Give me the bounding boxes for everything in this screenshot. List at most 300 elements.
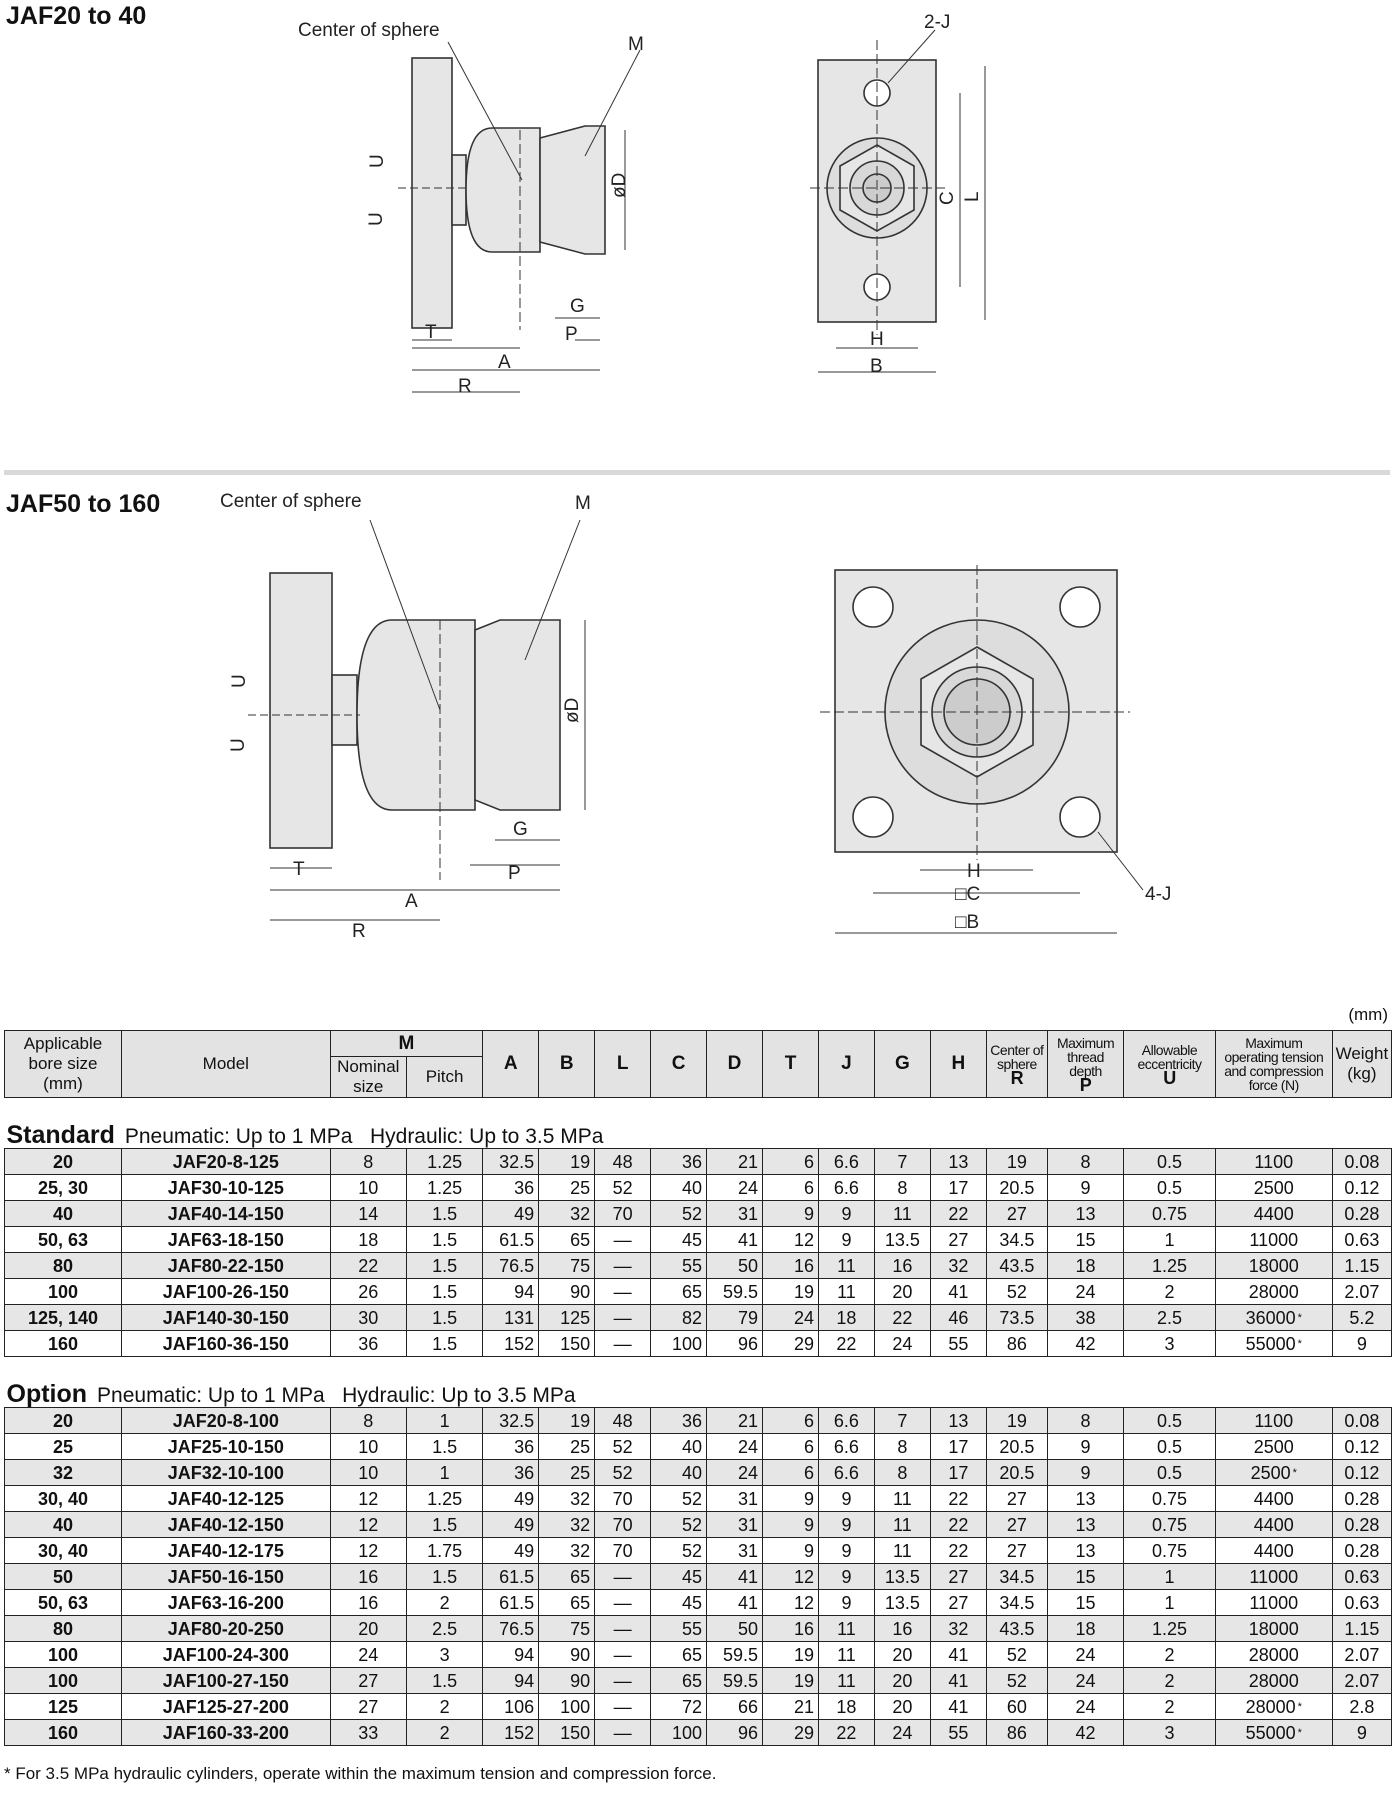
table-cell: 52 (651, 1486, 707, 1512)
model-cell: JAF30-10-125 (122, 1175, 331, 1201)
label-center-of-sphere-1: Center of sphere (298, 20, 440, 41)
table-cell: 19 (986, 1408, 1047, 1434)
group-name: Option (6, 1380, 88, 1408)
label-M-2: M (575, 493, 591, 514)
hex-nut-2 (475, 620, 560, 810)
table-cell: 48 (595, 1149, 651, 1175)
th-H: H (930, 1031, 986, 1098)
label-H-2: H (967, 861, 981, 882)
sphere-body (466, 128, 540, 252)
table-cell: 13 (1047, 1512, 1123, 1538)
th-pitch: Pitch (406, 1057, 482, 1098)
th-J: J (818, 1031, 874, 1098)
label-A-2: A (405, 891, 418, 912)
table-cell: 22 (930, 1538, 986, 1564)
table-cell: 18 (818, 1305, 874, 1331)
model-cell: JAF80-22-150 (122, 1253, 331, 1279)
table-cell: 27 (986, 1512, 1047, 1538)
table-cell: 0.75 (1124, 1512, 1216, 1538)
table-cell: 29 (763, 1720, 819, 1746)
table-cell: 6.6 (818, 1460, 874, 1486)
th-D: D (707, 1031, 763, 1098)
bore-cell: 40 (5, 1201, 122, 1227)
table-cell: 0.75 (1124, 1486, 1216, 1512)
table-cell: 86 (986, 1720, 1047, 1746)
table-cell: 41 (707, 1590, 763, 1616)
table-cell: 9 (763, 1512, 819, 1538)
table-cell: 2.8 (1332, 1694, 1391, 1720)
table-cell: — (595, 1564, 651, 1590)
th-P-letter: P (1079, 1074, 1092, 1095)
table-cell: 0.5 (1124, 1460, 1216, 1486)
table-cell: 20.5 (986, 1434, 1047, 1460)
table-cell: 32 (930, 1616, 986, 1642)
table-cell: 8 (874, 1460, 930, 1486)
table-cell: 8 (1047, 1408, 1123, 1434)
table-cell: — (595, 1253, 651, 1279)
table-cell: 50 (707, 1253, 763, 1279)
label-sqB: □B (955, 912, 980, 933)
table-cell: 52 (986, 1279, 1047, 1305)
table-cell: 19 (763, 1642, 819, 1668)
table-cell: 22 (930, 1486, 986, 1512)
table-cell: 45 (651, 1227, 707, 1253)
label-2J: 2-J (924, 12, 951, 33)
table-cell: 13.5 (874, 1227, 930, 1253)
table-cell: 1.5 (406, 1227, 482, 1253)
label-U-1a: U (367, 154, 388, 168)
spec-table (4, 1030, 1392, 1746)
table-cell: 9 (818, 1201, 874, 1227)
table-cell: 75 (539, 1253, 595, 1279)
bore-cell: 40 (5, 1512, 122, 1538)
table-row (5, 1486, 1392, 1512)
bore-cell: 25 (5, 1434, 122, 1460)
group-header-cell (5, 1098, 1392, 1149)
th-P (1047, 1031, 1123, 1098)
table-cell: 13 (1047, 1538, 1123, 1564)
table-row (5, 1460, 1392, 1486)
table-row (5, 1279, 1392, 1305)
table-cell: 22 (818, 1720, 874, 1746)
th-bore: Applicable bore size (mm) (5, 1031, 122, 1098)
table-cell: 32 (539, 1512, 595, 1538)
table-cell: 31 (707, 1486, 763, 1512)
drawing-jaf20-40 (0, 0, 1400, 470)
drawing-svg-small (0, 0, 1400, 470)
model-cell: JAF63-16-200 (122, 1590, 331, 1616)
table-cell: 8 (874, 1175, 930, 1201)
table-cell: 11 (874, 1486, 930, 1512)
table-cell: 0.28 (1332, 1538, 1391, 1564)
model-cell: JAF25-10-150 (122, 1434, 331, 1460)
table-cell: 4400 (1215, 1512, 1332, 1538)
stem (452, 155, 466, 225)
table-cell: 32 (539, 1201, 595, 1227)
bore-cell: 50, 63 (5, 1227, 122, 1253)
table-cell: 4400 (1215, 1538, 1332, 1564)
bore-cell: 125 (5, 1694, 122, 1720)
table-cell: — (595, 1331, 651, 1357)
th-A: A (483, 1031, 539, 1098)
table-cell: 24 (874, 1331, 930, 1357)
table-cell: 1.15 (1332, 1253, 1391, 1279)
table-cell: 45 (651, 1564, 707, 1590)
table-row (5, 1227, 1392, 1253)
table-cell: 20 (330, 1616, 406, 1642)
model-cell: JAF20-8-125 (122, 1149, 331, 1175)
table-cell: 17 (930, 1434, 986, 1460)
th-R-letter: R (1010, 1067, 1024, 1088)
table-cell: 61.5 (483, 1564, 539, 1590)
table-cell: 13.5 (874, 1590, 930, 1616)
table-cell: 6 (763, 1408, 819, 1434)
group-header (5, 1357, 1392, 1408)
table-cell: 27 (330, 1668, 406, 1694)
table-cell: 52 (986, 1642, 1047, 1668)
table-cell: 70 (595, 1486, 651, 1512)
table-cell: 10 (330, 1460, 406, 1486)
table-cell: 6.6 (818, 1434, 874, 1460)
table-cell: 1.5 (406, 1305, 482, 1331)
table-row (5, 1512, 1392, 1538)
table-cell: 1.5 (406, 1434, 482, 1460)
table-cell: 24 (1047, 1279, 1123, 1305)
table-cell: 21 (707, 1149, 763, 1175)
table-cell: 3 (1124, 1331, 1216, 1357)
table-cell: 2.07 (1332, 1642, 1391, 1668)
table-cell: 152 (483, 1720, 539, 1746)
bore-cell: 100 (5, 1279, 122, 1305)
table-cell: 8 (1047, 1149, 1123, 1175)
table-cell: 59.5 (707, 1642, 763, 1668)
table-cell: 3 (1124, 1720, 1216, 1746)
label-U-1b: U (366, 212, 387, 226)
bore-cell: 20 (5, 1408, 122, 1434)
model-cell: JAF32-10-100 (122, 1460, 331, 1486)
group-pressure-range: Pneumatic: Up to 1 MPa Hydraulic: Up to 3.5 MPa (97, 1384, 576, 1407)
table-cell: 11000 (1215, 1227, 1332, 1253)
table-cell: 28000 * (1215, 1694, 1332, 1720)
table-cell: 10 (330, 1175, 406, 1201)
th-force: Maximum operating tension and compression force (N) (1215, 1031, 1332, 1098)
label-G-2: G (513, 819, 528, 840)
hex-nut (540, 126, 605, 254)
bore-cell: 100 (5, 1642, 122, 1668)
table-cell: 1.5 (406, 1331, 482, 1357)
table-row (5, 1149, 1392, 1175)
table-cell: 19 (763, 1668, 819, 1694)
table-cell: 2 (1124, 1668, 1216, 1694)
table-cell: 34.5 (986, 1590, 1047, 1616)
drawing-svg-large (0, 480, 1400, 1000)
table-cell: 31 (707, 1512, 763, 1538)
label-P-1: P (565, 324, 578, 345)
table-cell: — (595, 1590, 651, 1616)
table-cell: 22 (930, 1512, 986, 1538)
table-cell: 11 (818, 1668, 874, 1694)
th-nominal: Nominal size (330, 1057, 406, 1098)
model-cell: JAF63-18-150 (122, 1227, 331, 1253)
table-cell: 25 (539, 1434, 595, 1460)
label-A-1: A (498, 352, 511, 373)
table-cell: 55000 * (1215, 1720, 1332, 1746)
model-cell: JAF20-8-100 (122, 1408, 331, 1434)
table-cell: 41 (930, 1668, 986, 1694)
table-cell: 65 (651, 1668, 707, 1694)
table-row (5, 1590, 1392, 1616)
table-cell: 1.5 (406, 1668, 482, 1694)
model-cell: JAF40-12-125 (122, 1486, 331, 1512)
table-row (5, 1720, 1392, 1746)
th-R-top: Center of sphere (990, 1041, 1044, 1072)
table-cell: 20 (874, 1279, 930, 1305)
table-cell: 1 (1124, 1564, 1216, 1590)
table-cell: 11 (874, 1201, 930, 1227)
table-cell: — (595, 1305, 651, 1331)
table-cell: 19 (539, 1149, 595, 1175)
th-P-top: Maximum thread depth (1056, 1034, 1115, 1079)
table-cell: 76.5 (483, 1253, 539, 1279)
table-cell: 18 (1047, 1616, 1123, 1642)
table-cell: 7 (874, 1149, 930, 1175)
table-cell: 36 (483, 1434, 539, 1460)
group-header (5, 1098, 1392, 1149)
table-cell: 46 (930, 1305, 986, 1331)
table-cell: 12 (763, 1564, 819, 1590)
table-cell: 26 (330, 1279, 406, 1305)
table-cell: 0.28 (1332, 1486, 1391, 1512)
model-cell: JAF100-24-300 (122, 1642, 331, 1668)
table-cell: 21 (763, 1694, 819, 1720)
table-cell: 9 (818, 1538, 874, 1564)
table-cell: 40 (651, 1434, 707, 1460)
table-cell: 16 (763, 1616, 819, 1642)
th-U-letter: U (1163, 1067, 1176, 1088)
table-cell: 6 (763, 1149, 819, 1175)
table-cell: 21 (707, 1408, 763, 1434)
table-cell: 3 (406, 1642, 482, 1668)
table-cell: 17 (930, 1460, 986, 1486)
table-cell: 20.5 (986, 1460, 1047, 1486)
table-cell: 24 (707, 1460, 763, 1486)
spec-table-body (5, 1098, 1392, 1746)
bore-cell: 125, 140 (5, 1305, 122, 1331)
table-cell: 24 (707, 1434, 763, 1460)
table-cell: 32 (539, 1538, 595, 1564)
table-cell: 36 (651, 1408, 707, 1434)
table-cell: 70 (595, 1512, 651, 1538)
table-cell: 2 (406, 1720, 482, 1746)
model-cell: JAF40-12-150 (122, 1512, 331, 1538)
label-L: L (962, 191, 983, 202)
table-cell: 16 (874, 1616, 930, 1642)
table-cell: 150 (539, 1720, 595, 1746)
section-divider (4, 470, 1390, 475)
table-cell: 43.5 (986, 1253, 1047, 1279)
table-cell: 55 (651, 1616, 707, 1642)
table-cell: 8 (330, 1408, 406, 1434)
table-cell: 36 (651, 1149, 707, 1175)
table-cell: 6 (763, 1175, 819, 1201)
table-cell: 49 (483, 1512, 539, 1538)
footnote: * For 3.5 MPa hydraulic cylinders, operate within the maximum tension and compression force. (4, 1764, 717, 1783)
table-cell: 41 (707, 1227, 763, 1253)
table-cell: 24 (763, 1305, 819, 1331)
front-hole-tr (1060, 587, 1100, 627)
bore-cell: 30, 40 (5, 1538, 122, 1564)
table-cell: 94 (483, 1668, 539, 1694)
table-cell: 0.5 (1124, 1149, 1216, 1175)
table-cell: 27 (986, 1486, 1047, 1512)
table-cell: 12 (763, 1227, 819, 1253)
table-row (5, 1408, 1392, 1434)
table-cell: 15 (1047, 1227, 1123, 1253)
table-cell: 42 (1047, 1720, 1123, 1746)
table-cell: 27 (986, 1538, 1047, 1564)
table-cell: 1.75 (406, 1538, 482, 1564)
th-T: T (763, 1031, 819, 1098)
th-G: G (874, 1031, 930, 1098)
table-cell: 0.28 (1332, 1201, 1391, 1227)
table-cell: 79 (707, 1305, 763, 1331)
table-cell: 1100 (1215, 1408, 1332, 1434)
table-cell: 13 (930, 1149, 986, 1175)
table-cell: 27 (930, 1227, 986, 1253)
table-cell: 12 (330, 1486, 406, 1512)
table-cell: 36 (330, 1331, 406, 1357)
table-cell: 52 (595, 1175, 651, 1201)
table-cell: 65 (651, 1642, 707, 1668)
label-R-2: R (352, 921, 366, 942)
label-D-2: øD (562, 697, 583, 723)
sphere-body-2 (357, 620, 475, 810)
table-cell: 1.5 (406, 1564, 482, 1590)
model-cell: JAF160-36-150 (122, 1331, 331, 1357)
table-cell: 4400 (1215, 1201, 1332, 1227)
table-cell: 100 (539, 1694, 595, 1720)
table-cell: 6.6 (818, 1149, 874, 1175)
table-cell: 66 (707, 1694, 763, 1720)
table-cell: 94 (483, 1279, 539, 1305)
table-cell: 15 (1047, 1590, 1123, 1616)
table-cell: 9 (763, 1201, 819, 1227)
table-cell: 8 (874, 1434, 930, 1460)
table-cell: 50 (707, 1616, 763, 1642)
table-cell: 13 (1047, 1201, 1123, 1227)
flange-plate (412, 58, 452, 328)
model-cell: JAF40-12-175 (122, 1538, 331, 1564)
table-cell: 8 (330, 1149, 406, 1175)
table-cell: 11 (818, 1253, 874, 1279)
table-cell: 19 (763, 1279, 819, 1305)
table-cell: 0.12 (1332, 1460, 1391, 1486)
table-cell: 0.63 (1332, 1227, 1391, 1253)
table-cell: 52 (651, 1201, 707, 1227)
table-cell: 6.6 (818, 1408, 874, 1434)
table-cell: 125 (539, 1305, 595, 1331)
table-cell: 27 (330, 1694, 406, 1720)
table-cell: 11 (874, 1512, 930, 1538)
table-cell: 72 (651, 1694, 707, 1720)
table-cell: 41 (930, 1642, 986, 1668)
table-cell: 14 (330, 1201, 406, 1227)
table-row (5, 1538, 1392, 1564)
table-cell: 0.5 (1124, 1175, 1216, 1201)
table-cell: 11 (818, 1279, 874, 1305)
table-cell: 42 (1047, 1331, 1123, 1357)
table-cell: 49 (483, 1201, 539, 1227)
table-cell: 13 (1047, 1486, 1123, 1512)
table-row (5, 1201, 1392, 1227)
table-cell: 90 (539, 1668, 595, 1694)
label-H-1: H (870, 329, 884, 350)
table-cell: 1.25 (406, 1486, 482, 1512)
label-D-1: øD (609, 172, 630, 198)
table-cell: 100 (651, 1331, 707, 1357)
table-cell: 11 (874, 1538, 930, 1564)
table-cell: 11000 (1215, 1590, 1332, 1616)
section-title-large: JAF50 to 160 (6, 490, 161, 518)
table-cell: 70 (595, 1201, 651, 1227)
table-cell: 11 (818, 1642, 874, 1668)
table-cell: 33 (330, 1720, 406, 1746)
table-row (5, 1668, 1392, 1694)
stem-2 (332, 675, 357, 745)
table-cell: 59.5 (707, 1668, 763, 1694)
section-title-small: JAF20 to 40 (6, 2, 147, 30)
table-cell: 19 (539, 1408, 595, 1434)
table-cell: 76.5 (483, 1616, 539, 1642)
table-cell: 41 (930, 1279, 986, 1305)
table-cell: 1100 (1215, 1149, 1332, 1175)
table-cell: 82 (651, 1305, 707, 1331)
table-cell: 0.5 (1124, 1434, 1216, 1460)
table-cell: 20 (874, 1642, 930, 1668)
table-cell: 1.25 (1124, 1253, 1216, 1279)
table-cell: 2 (1124, 1279, 1216, 1305)
model-cell: JAF50-16-150 (122, 1564, 331, 1590)
table-cell: — (595, 1642, 651, 1668)
table-cell: 36 (483, 1460, 539, 1486)
table-cell: 52 (595, 1434, 651, 1460)
table-cell: — (595, 1227, 651, 1253)
table-cell: 49 (483, 1486, 539, 1512)
table-cell: 9 (1047, 1434, 1123, 1460)
table-cell: 13.5 (874, 1564, 930, 1590)
table-cell: 9 (1047, 1460, 1123, 1486)
table-cell: 12 (330, 1538, 406, 1564)
table-cell: 15 (1047, 1564, 1123, 1590)
label-U-2a: U (229, 674, 250, 688)
table-row (5, 1331, 1392, 1357)
table-cell: 20 (874, 1694, 930, 1720)
table-cell: 70 (595, 1538, 651, 1564)
table-cell: 94 (483, 1642, 539, 1668)
table-cell: 28000 (1215, 1642, 1332, 1668)
bore-cell: 80 (5, 1253, 122, 1279)
model-cell: JAF160-33-200 (122, 1720, 331, 1746)
table-cell: 36 (483, 1175, 539, 1201)
table-cell: 65 (539, 1227, 595, 1253)
table-cell: 24 (874, 1720, 930, 1746)
table-cell: 9 (1332, 1720, 1391, 1746)
bore-cell: 160 (5, 1331, 122, 1357)
table-cell: 52 (651, 1512, 707, 1538)
table-cell: 52 (595, 1460, 651, 1486)
table-cell: 16 (330, 1590, 406, 1616)
table-cell: 28000 (1215, 1279, 1332, 1305)
